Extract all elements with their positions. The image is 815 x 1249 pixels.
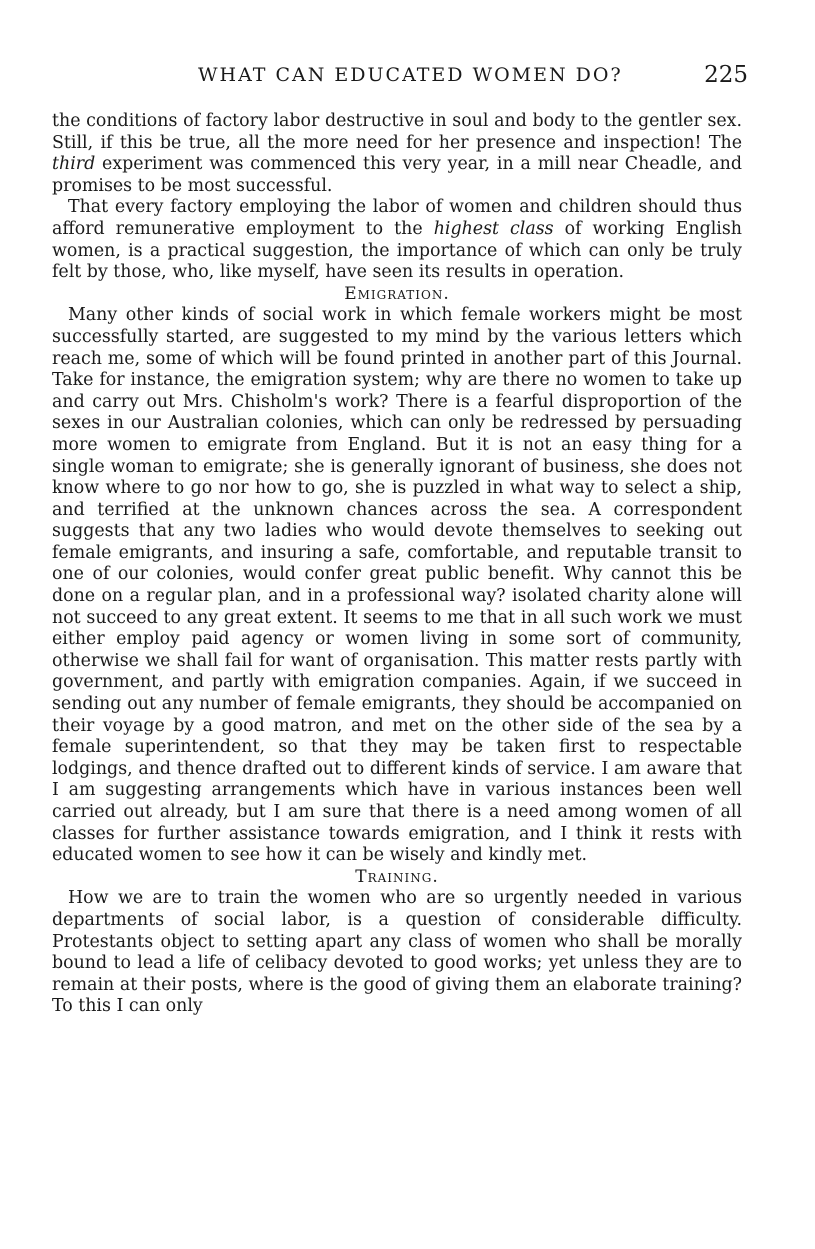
section-heading-emigration: Emigration. bbox=[344, 283, 450, 304]
section-heading-training: Training. bbox=[355, 866, 439, 887]
running-head: WHAT CAN EDUCATED WOMEN DO? bbox=[198, 64, 623, 86]
paragraph-3: Many other kinds of social work in which female workers might be most successfully started, are suggested to my mind by the various letters which reach me, some of which will be found printed in another part of this Journal. Take for instance, the emigration system; why are there no women to take up and carry out Mrs. Chisholm's work? There is a fearful disproportion of the sexes in our Australian colonies, which can only be redressed by persuading more women to emigrate from England. But it is not an easy thing for a single woman to emigrate; she is generally ignorant of business, she does not know where to go nor how to go, she is puzzled in what way to select a ship, and terrified at the unknown chances across the sea. A correspondent suggests that any two ladies who would devote themselves to seeking out female emigrants, and insuring a safe, comfortable, and reputable transit to one of our colonies, would confer great public benefit. Why cannot this be done on a regular plan, and in a professional way? isolated charity alone will not succeed to any great extent. It seems to me that in all such work we must either employ paid agency or women living in some sort of community, otherwise we shall fail for want of organisation. This matter rests partly with government, and partly with emigration companies. Again, if we succeed in sending out any number of female emigrants, they should be accompanied on their voyage by a good matron, and met on the other side of the sea by a female superintendent, so that they may be taken first to respectable lodgings, and thence drafted out to different kinds of service. I am aware that I am suggesting arrangements which have in various instances been well carried out already, but I am sure that there is a need among women of all classes for further assistance towards emigration, and I think it rests with educated women to see how it can be wisely and kindly met. bbox=[52, 305, 742, 866]
page-body bbox=[52, 111, 742, 1018]
paragraph-4: How we are to train the women who are so urgently needed in various departments of social labor, is a question of considerable difficulty. Protestants object to setting apart any class of women who shall be morally bound to lead a life of celibacy devoted to good works; yet unless they are to remain at their posts, where is the good of giving them an elaborate training? To this I can only bbox=[52, 888, 742, 1017]
paragraph-1-text: the conditions of factory labor destructive in soul and body to the gentler sex. Still, if this be true, all the more need for her presence and inspection! The bbox=[52, 111, 742, 153]
page-header bbox=[60, 62, 750, 92]
paragraph-1-emphasis: third bbox=[52, 154, 96, 175]
paragraph-1-tail: experiment was commenced this very year, in a mill near Cheadle, and promises to be most successful. bbox=[52, 154, 742, 196]
paragraph-2-emphasis: highest class bbox=[433, 218, 554, 239]
paragraph-2 bbox=[52, 197, 742, 283]
paragraph-2-text: That every factory employing the labor of women and children should thus afford remunerative employment to the bbox=[52, 197, 742, 239]
page-number: 225 bbox=[704, 62, 748, 88]
paragraph-1 bbox=[52, 111, 742, 197]
paragraph-2-tail: of working English women, is a practical suggestion, the importance of which can only be truly felt by those, who, like myself, have seen its results in operation. bbox=[52, 218, 742, 283]
